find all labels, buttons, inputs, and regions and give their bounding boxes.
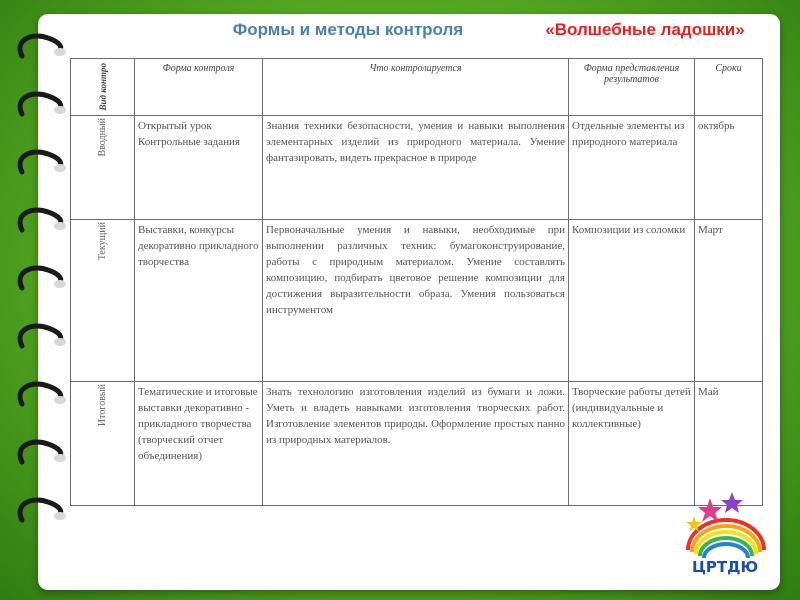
spiral-ring-icon	[14, 320, 68, 352]
row-result: Отдельные элементы из природного материала	[569, 116, 695, 220]
spiral-ring-icon	[14, 146, 68, 178]
program-title: «Волшебные ладошки»	[545, 20, 745, 39]
row-what: Первоначальные умения и навыки, необходимые при выполнении различных техник: бумагоконструирование, работы с природным материалом. Умение составлять композицию, подбирать цветовое решение композиции для достижения выразительности образа. Умения пользоваться инструментом	[263, 220, 569, 382]
row-form: Открытый урок Контрольные задания	[135, 116, 263, 220]
row-terms: Май	[695, 382, 763, 506]
column-header-kind: Вид контро	[71, 59, 135, 116]
row-kind: Итоговый	[71, 382, 135, 506]
spiral-ring-icon	[14, 494, 68, 526]
row-what: Знания техники безопасности, умения и навыки выполнения элементарных изделий из природного материала. Умение фантазировать, видеть прекрасное в природе	[263, 116, 569, 220]
table-row	[71, 220, 763, 382]
table-header-row	[71, 59, 763, 116]
row-form: Тематические и итоговые выставки декоративно - прикладного творчества (творческий отчет объединения)	[135, 382, 263, 506]
organization-logo	[680, 488, 770, 578]
row-terms: Март	[695, 220, 763, 382]
row-kind: Текущий	[71, 220, 135, 382]
table-row	[71, 116, 763, 220]
row-result: Композиции из соломки	[569, 220, 695, 382]
spiral-ring-icon	[14, 378, 68, 410]
spiral-ring-icon	[14, 30, 68, 62]
spiral-ring-icon	[14, 204, 68, 236]
column-header-what: Что контролируется	[263, 59, 569, 116]
spiral-ring-icon	[14, 262, 68, 294]
logo-text: ЦРТДЮ	[691, 558, 759, 576]
row-terms: октябрь	[695, 116, 763, 220]
spiral-ring-icon	[14, 88, 68, 120]
spiral-ring-icon	[14, 436, 68, 468]
row-form: Выставки, конкурсы декоративно прикладного творчества	[135, 220, 263, 382]
column-header-form: Форма контроля	[135, 59, 263, 116]
row-what: Знать технологию изготовления изделий из бумаги и ложи. Уметь и владеть навыками изготовления творческих работ. Изготовление элементов природы. Оформление простых панно из природных материалов.	[263, 382, 569, 506]
page-title: Формы и методы контроля	[232, 20, 464, 39]
row-result: Творческие работы детей (индивидуальные и коллективные)	[569, 382, 695, 506]
column-header-result: Форма представления результатов	[569, 59, 695, 116]
row-kind: Вводный	[71, 116, 135, 220]
control-table	[70, 58, 763, 506]
table-row	[71, 382, 763, 506]
column-header-terms: Сроки	[695, 59, 763, 116]
